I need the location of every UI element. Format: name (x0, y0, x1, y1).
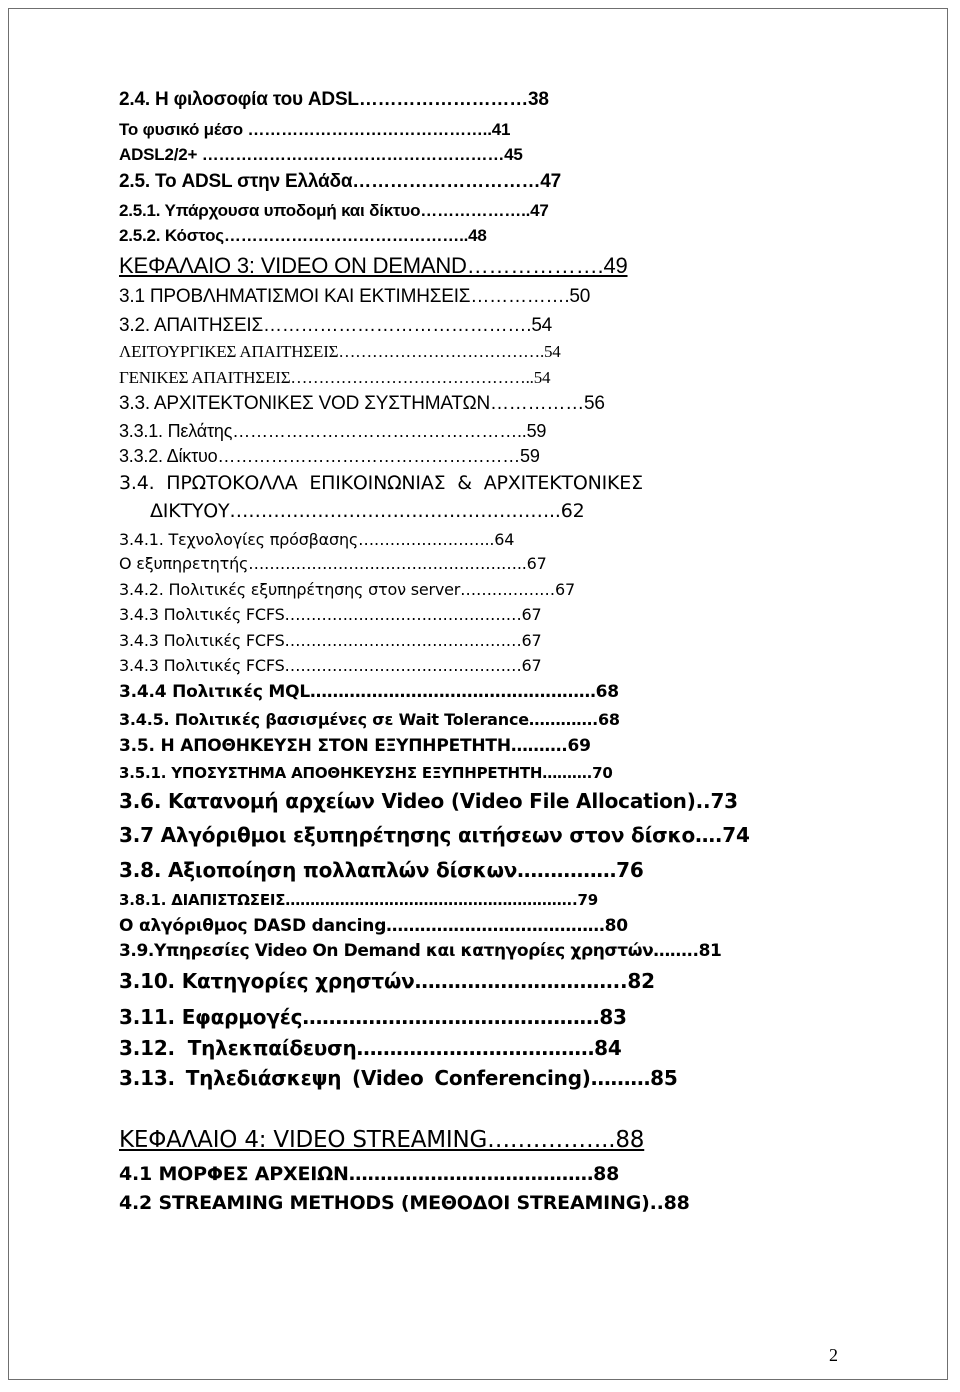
toc-entry-3-5: 3.5. Η ΑΠΟΘΗΚΕΥΣΗ ΣΤΟΝ ΕΞΥΠΗΡΕΤΗΤΗ……….69 (119, 736, 591, 756)
toc-entry-adsl2: ADSL2/2+ ………………………………………………45 (119, 145, 523, 164)
toc-entry-3-4-3-a: 3.4.3 Πολιτικές FCFS………………………………………67 (119, 605, 542, 624)
toc-entry-3-3-1: 3.3.1. Πελάτης…………………………………………..59 (119, 421, 547, 441)
toc-entry-server: Ο εξυπηρετητής……………………………………………..67 (119, 554, 547, 573)
toc-entry-2-5-2: 2.5.2. Κόστος……………………………………..48 (119, 226, 487, 245)
toc-entry-3-4-4: 3.4.4 Πολιτικές MQL……………………………………………68 (119, 682, 619, 702)
toc-entry-3-2: 3.2. ΑΠΑΙΤΗΣΕΙΣ…………………………………….54 (119, 315, 553, 336)
toc-entry-dasd-dancing: Ο αλγόριθμος DASD dancing…………………………………80 (119, 916, 628, 936)
toc-chapter-3: ΚΕΦΑΛΑΙΟ 3: VIDEO ON DEMAND……………….49 (119, 253, 628, 278)
toc-entry-3-4-2: 3.4.2. Πολιτικές εξυπηρέτησης στον server………………67 (119, 580, 575, 599)
toc-entry-2-5-1: 2.5.1. Υπάρχουσα υποδομή και δίκτυο………………..47 (119, 201, 549, 220)
toc-entry-3-8-1: 3.8.1. ΔΙΑΠΙΣΤΩΣΕΙΣ…………………………………………………..79 (119, 891, 598, 909)
toc-entry-3-5-1: 3.5.1. ΥΠΟΣΥΣΤΗΜΑ ΑΠΟΘΗΚΕΥΣΗΣ ΕΞΥΠΗΡΕΤΗΤΗ……….70 (119, 764, 613, 782)
toc-entry-4-2: 4.2 STREAMING METHODS (ΜΕΘΟΔΟΙ STREAMING)..88 (119, 1192, 690, 1214)
toc-entry-2-5: 2.5. Το ADSL στην Ελλάδα…………………………47 (119, 171, 562, 192)
toc-entry-3-3-2: 3.3.2. Δίκτυο……………………………………………59 (119, 446, 540, 466)
toc-entry-3-6: 3.6. Κατανομή αρχείων Video (Video File Allocation)..73 (119, 789, 738, 813)
toc-entry-2-4: 2.4. Η φιλοσοφία του ADSL………………………38 (119, 89, 549, 110)
toc-entry-3-8: 3.8. Αξιοποίηση πολλαπλών δίσκων……………76 (119, 858, 644, 882)
toc-entry-3-12: 3.12. Τηλεκπαίδευση………………………………84 (119, 1036, 622, 1060)
toc-entry-general-requirements: ΓΕΝΙΚΕΣ ΑΠΑΙΤΗΣΕΙΣ……………………………………..54 (119, 368, 551, 387)
toc-entry-3-11: 3.11. Εφαρμογές………………………………………83 (119, 1005, 627, 1029)
toc-entry-3-3: 3.3. ΑΡΧΙΤΕΚΤΟΝΙΚΕΣ VOD ΣΥΣΤΗΜΑΤΩΝ……………56 (119, 393, 605, 414)
toc-entry-3-4-3-c: 3.4.3 Πολιτικές FCFS………………………………………67 (119, 656, 542, 675)
toc-entry-3-9: 3.9.Υπηρεσίες Video On Demand και κατηγορίες χρηστών……..81 (119, 941, 722, 961)
toc-entry-3-1: 3.1 ΠΡΟΒΛΗΜΑΤΙΣΜΟΙ ΚΑΙ ΕΚΤΙΜΗΣΕΙΣ…………….50 (119, 286, 591, 307)
toc-entry-physical-medium: Το φυσικό μέσο ……………………………………..41 (119, 120, 511, 139)
toc-entry-3-7: 3.7 Αλγόριθμοι εξυπηρέτησης αιτήσεων στον δίσκο….74 (119, 823, 750, 847)
page-number: 2 (829, 1345, 838, 1365)
toc-entry-3-4-cont: ΔΙΚΤΥΟΥ……………………………………………..62 (150, 500, 585, 522)
toc-entry-3-10: 3.10. Κατηγορίες χρηστών…………………………..82 (119, 969, 655, 993)
toc-entry-3-13: 3.13. Τηλεδιάσκεψη (Video Conferencing)………85 (119, 1066, 678, 1090)
toc-chapter-4: ΚΕΦΑΛΑΙΟ 4: VIDEO STREAMING……………..88 (119, 1127, 645, 1153)
toc-entry-3-4-3-b: 3.4.3 Πολιτικές FCFS………………………………………67 (119, 631, 542, 650)
toc-entry-3-4-1: 3.4.1. Τεχνολογίες πρόσβασης……………………..64 (119, 530, 515, 549)
toc-entry-4-1: 4.1 ΜΟΡΦΕΣ ΑΡΧΕΙΩΝ…………………………………88 (119, 1163, 620, 1185)
toc-entry-3-4: 3.4. ΠΡΩΤΟΚΟΛΛΑ ΕΠΙΚΟΙΝΩΝΙΑΣ & ΑΡΧΙΤΕΚΤΟΝΙΚΕΣ (119, 472, 643, 494)
toc-entry-functional-requirements: ΛΕΙΤΟΥΡΓΙΚΕΣ ΑΠΑΙΤΗΣΕΙΣ……………………………….54 (119, 342, 561, 361)
toc-entry-3-4-5: 3.4.5. Πολιτικές βασισμένες σε Wait Tolerance………….68 (119, 710, 620, 729)
